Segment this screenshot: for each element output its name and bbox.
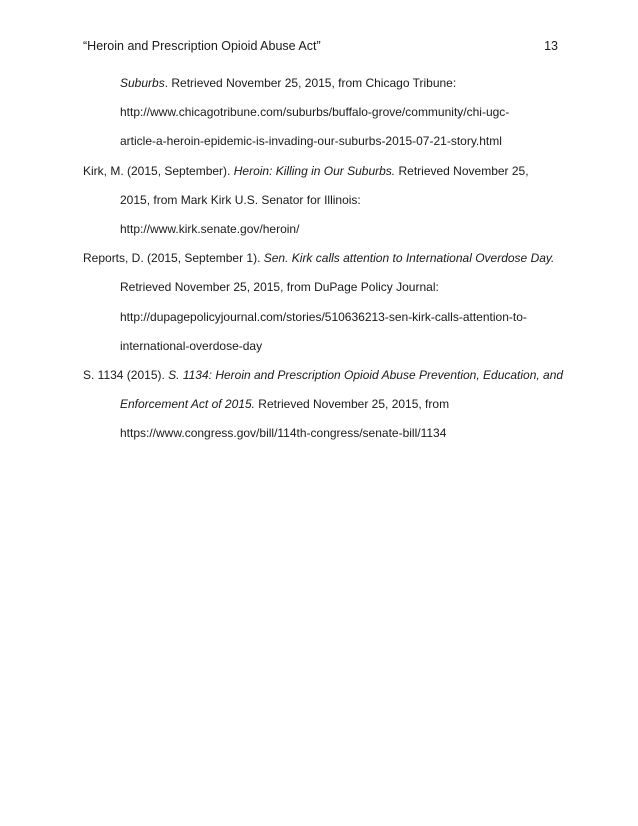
reference-line bbox=[83, 69, 563, 98]
reference-title: S. 1134: Heroin and Prescription Opioid Abuse Prevention, Education, and bbox=[168, 367, 564, 382]
reference-title: Heroin: Killing in Our Suburbs. bbox=[233, 163, 396, 178]
reference-author: Reports, D. (2015, September 1). bbox=[83, 251, 264, 266]
references-list bbox=[83, 69, 563, 448]
reference-url[interactable]: article-a-heroin-epidemic-is-invading-our-suburbs-2015-07-21-story.html bbox=[120, 134, 502, 149]
page-header bbox=[83, 36, 558, 56]
reference-title: Sen. Kirk calls attention to International Overdose Day. bbox=[263, 251, 555, 266]
reference-line bbox=[83, 361, 563, 390]
reference-url[interactable]: https://www.congress.gov/bill/114th-congress/senate-bill/1134 bbox=[120, 426, 447, 441]
reference-author: Kirk, M. (2015, September). bbox=[83, 163, 234, 178]
running-head: “Heroin and Prescription Opioid Abuse Act” bbox=[83, 39, 321, 53]
reference-line bbox=[83, 244, 563, 273]
reference-text: Retrieved November 25, 2015, from DuPage Policy Journal: bbox=[120, 280, 439, 295]
reference-url[interactable]: http://www.kirk.senate.gov/heroin/ bbox=[120, 221, 300, 236]
page-number: 13 bbox=[544, 39, 558, 53]
reference-url[interactable]: http://www.chicagotribune.com/suburbs/buffalo-grove/community/chi-ugc- bbox=[120, 105, 510, 120]
reference-url[interactable]: international-overdose-day bbox=[120, 338, 263, 353]
reference-title: Suburbs bbox=[120, 76, 165, 90]
reference-line bbox=[83, 390, 563, 419]
reference-text: . Retrieved November 25, 2015, from Chicago Tribune: bbox=[164, 76, 457, 90]
reference-text: Retrieved November 25, 2015, from bbox=[254, 397, 450, 412]
reference-text: Retrieved November 25, bbox=[395, 163, 529, 178]
reference-text: 2015, from Mark Kirk U.S. Senator for Illinois: bbox=[120, 192, 361, 207]
reference-url[interactable]: http://dupagepolicyjournal.com/stories/510636213-sen-kirk-calls-attention-to- bbox=[120, 309, 527, 324]
reference-line bbox=[83, 157, 563, 186]
reference-title: Enforcement Act of 2015. bbox=[120, 397, 255, 412]
reference-author: S. 1134 (2015). bbox=[83, 367, 169, 382]
